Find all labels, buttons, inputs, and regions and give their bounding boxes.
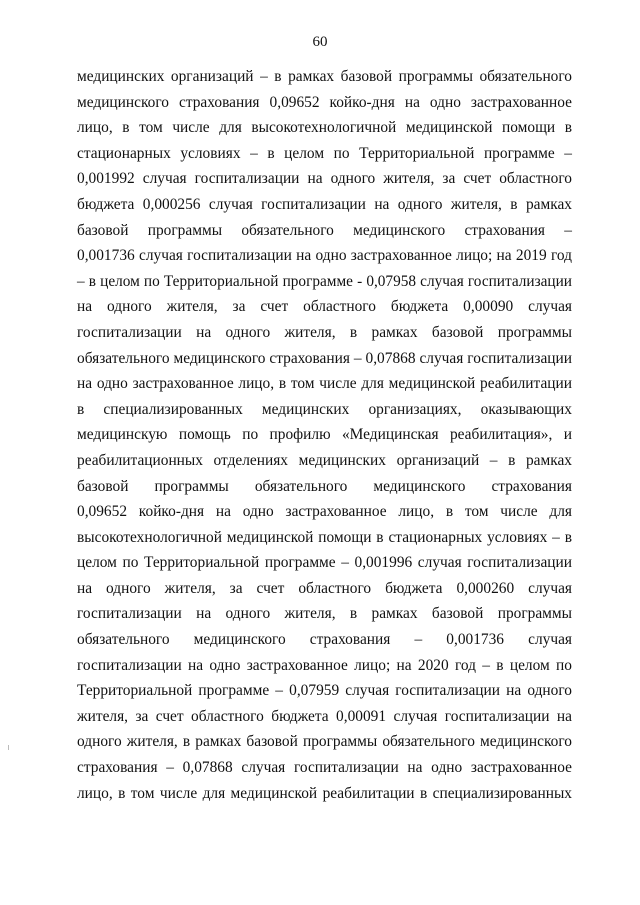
text-line: обязательного медицинского страхования – 0,001736 случая <box>77 631 572 649</box>
text-line: – в целом по Территориальной программе - 0,07958 случая госпитализации <box>77 272 572 290</box>
text-line: госпитализации на одного жителя, в рамках базовой программы <box>77 605 572 623</box>
text-line: базовой программы обязательного медицинского страхования <box>77 477 572 495</box>
text-line: лицо, в том числе для медицинской реабилитации в специализированных <box>77 784 572 802</box>
text-line: высокотехнологичной медицинской помощи в стационарных условиях – в <box>77 528 572 546</box>
text-line: госпитализации на одного жителя, в рамках базовой программы <box>77 323 572 341</box>
text-line: на одного жителя, за счет областного бюджета 0,000260 случая <box>77 579 572 597</box>
text-line: на одно застрахованное лицо, в том числе для медицинской реабилитации <box>77 375 572 393</box>
text-line: 0,09652 койко-дня на одно застрахованное лицо, в том числе для <box>77 503 572 521</box>
text-line: госпитализации на одно застрахованное лицо; на 2020 год – в целом по <box>77 656 572 674</box>
text-line: 0,001736 случая госпитализации на одно застрахованное лицо; на 2019 год <box>77 247 572 265</box>
text-line: бюджета 0,000256 случая госпитализации на одного жителя, в рамках <box>77 195 572 213</box>
text-line: в специализированных медицинских организациях, оказывающих <box>77 400 572 418</box>
text-line: на одного жителя, за счет областного бюджета 0,00090 случая <box>77 298 572 316</box>
scan-margin-mark <box>8 745 9 750</box>
text-line: 0,001992 случая госпитализации на одного жителя, за счет областного <box>77 170 572 188</box>
text-line: страхования – 0,07868 случая госпитализации на одно застрахованное <box>77 759 572 777</box>
text-line: медицинскую помощь по профилю «Медицинская реабилитация», и <box>77 426 572 444</box>
text-line: лицо, в том числе для высокотехнологичной медицинской помощи в <box>77 119 572 137</box>
text-line: жителя, за счет областного бюджета 0,00091 случая госпитализации на <box>77 707 572 725</box>
text-line: целом по Территориальной программе – 0,001996 случая госпитализации <box>77 554 572 572</box>
document-body <box>77 64 572 806</box>
page-number: 60 <box>312 34 328 50</box>
text-line: стационарных условиях – в целом по Территориальной программе – <box>77 144 572 162</box>
text-line: медицинского страхования 0,09652 койко-дня на одно застрахованное <box>77 93 572 111</box>
text-line: базовой программы обязательного медицинского страхования – <box>77 221 572 239</box>
text-line: Территориальной программе – 0,07959 случая госпитализации на одного <box>77 682 572 700</box>
text-line: обязательного медицинского страхования – 0,07868 случая госпитализации <box>77 349 572 367</box>
text-line: одного жителя, в рамках базовой программы обязательного медицинского <box>77 733 572 751</box>
text-line: медицинских организаций – в рамках базовой программы обязательного <box>77 68 572 85</box>
text-line: реабилитационных отделениях медицинских организаций – в рамках <box>77 451 572 469</box>
